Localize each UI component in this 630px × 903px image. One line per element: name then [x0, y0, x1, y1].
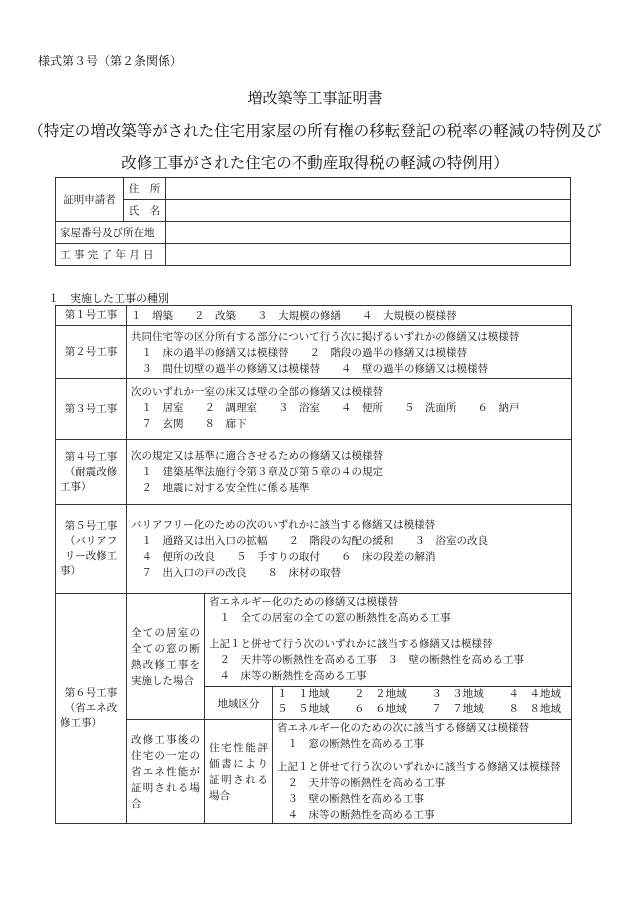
completion-date-label: 工 事 完 了 年 月 日 [56, 244, 166, 266]
type6b-line: ２ 天井等の断熱性を高める工事 [277, 777, 445, 789]
completion-date-field[interactable] [166, 244, 571, 266]
house-location-field[interactable] [166, 222, 571, 244]
region-option: ８ ８地域 [508, 703, 561, 715]
type4-line: ２ 地震に対する安全性に係る基準 [131, 482, 310, 494]
type5-line: １ 通路又は出入口の拡幅 ２ 階段の勾配の緩和 ３ 浴室の改良 [131, 535, 488, 547]
subtitle-line-1: （特定の増改築等がされた住宅用家屋の所有権の移転登記の税率の軽減の特例及び [28, 122, 602, 140]
type2-row [56, 326, 572, 379]
type4-row [56, 440, 572, 505]
type5-line: バリアフリー化のための次のいずれかに該当する修繕又は模様替 [131, 519, 436, 531]
address-label: 住 所 [124, 178, 166, 200]
type6a-line: 上記１と併せて行う次のいずれかに該当する修繕又は模様替 [209, 638, 493, 650]
type6b-line: 省エネルギー化のための次に該当する修繕又は模様替 [277, 722, 529, 734]
form-number: 様式第３号（第２条関係） [38, 54, 183, 68]
region-options [273, 687, 572, 720]
type6b-line: 上記１と併せて行う次のいずれかに該当する修繕又は模様替 [277, 761, 561, 773]
region-option: ３ ３地域 [431, 688, 484, 700]
type6-label-line: 第６号工事 [64, 687, 118, 699]
type6-condition-a: 全ての居室の全ての窓の断熱改修工事を実施した場合 [127, 594, 205, 720]
region-option: ５ ５地域 [277, 703, 330, 715]
type6a-line: ４ 床等の断熱性を高める工事 [209, 670, 367, 682]
type5-label-line: 第５号工事 [64, 520, 118, 532]
type5-line: ４ 便所の改良 ５ 手すりの取付 ６ 床の段差の解消 [131, 551, 436, 563]
type3-label: 第３号工事 [56, 379, 127, 440]
type6a-line: ２ 天井等の断熱性を高める工事 ３ 壁の断熱性を高める工事 [209, 654, 524, 666]
region-option: ４ ４地域 [508, 688, 561, 700]
type4-label-line: 工事） [60, 480, 92, 493]
region-label: 地域区分 [205, 687, 273, 720]
type5-row [56, 505, 572, 594]
subtitle-line-2: 改修工事がされた住宅の不動産取得税の軽減の特例用） [121, 154, 509, 172]
type5-label-line: （バリアフ [64, 535, 118, 547]
type6-label [56, 594, 127, 824]
construction-type-table [55, 305, 572, 824]
type6b-line: ３ 壁の断熱性を高める工事 [277, 793, 424, 805]
type6-row-a [56, 594, 572, 687]
type1-label: 第１号工事 [56, 306, 127, 326]
type2-line: １ 床の過半の修繕又は模様替 ２ 階段の過半の修繕又は模様替 [131, 347, 467, 359]
type3-row [56, 379, 572, 440]
name-field[interactable] [166, 200, 571, 222]
type1-options: １ 増築 ２ 改築 ３ 大規模の修繕 ４ 大規模の模様替 [127, 306, 572, 326]
type2-line: ３ 間仕切壁の過半の修繕又は模様替 ４ 壁の過半の修繕又は模様替 [131, 363, 488, 375]
address-field[interactable] [166, 178, 571, 200]
type4-line: １ 建築基準法施行令第３章及び第５章の４の規定 [131, 466, 383, 478]
type4-label [56, 440, 127, 505]
type6b-line: ４ 床等の断熱性を高める工事 [277, 809, 435, 821]
type2-line: 共同住宅等の区分所有する部分について行う次に掲げるいずれかの修繕又は模様替 [131, 331, 520, 343]
document-title: 増改築等工事証明書 [247, 89, 383, 107]
type6-condition-b-sub: 住宅性能評価書により証明される場合 [205, 720, 273, 824]
type2-label: 第２号工事 [56, 326, 127, 379]
type6-label-line: （省エネ改 [64, 702, 118, 714]
name-label: 氏 名 [124, 200, 166, 222]
region-option: １ １地域 [277, 688, 330, 700]
type1-row [56, 306, 572, 326]
region-option: ２ ２地域 [354, 688, 407, 700]
type5-label-line: リー改修工 [64, 550, 118, 562]
type4-line: 次の規定又は基準に適合させるための修繕又は模様替 [131, 450, 383, 462]
applicant-label: 証明申請者 [56, 178, 124, 222]
type4-label-line: 第４号工事 [64, 450, 118, 463]
type5-label [56, 505, 127, 594]
region-option: ７ ７地域 [431, 703, 484, 715]
type6-row-b [56, 720, 572, 824]
type6a-line: 省エネルギー化のための修繕又は模様替 [209, 596, 398, 608]
type3-line: １ 居室 ２ 調理室 ３ 浴室 ４ 便所 ５ 洗面所 ６ 納戸 [131, 402, 520, 414]
type5-line: ７ 出入口の戸の改良 ８ 床材の取替 [131, 567, 341, 579]
type6a-line: １ 全ての居室の全ての窓の断熱性を高める工事 [209, 612, 451, 624]
type3-line: 次のいずれか一室の床又は壁の全部の修繕又は模様替 [131, 386, 383, 398]
region-option: ６ ６地域 [354, 703, 407, 715]
type6-condition-b: 改修工事後の住宅の一定の省エネ性能が証明される場合 [127, 720, 205, 824]
type5-label-line: 事） [60, 565, 81, 577]
type6b-line: １ 窓の断熱性を高める工事 [277, 738, 424, 750]
house-location-label: 家屋番号及び所在地 [56, 222, 166, 244]
type3-line: ７ 玄関 ８ 廊下 [131, 418, 247, 430]
section-title: １ 実施した工事の種別 [48, 292, 169, 305]
type6-label-line: 修工事） [60, 717, 102, 729]
type4-label-line: （耐震改修 [64, 465, 118, 478]
applicant-table [55, 177, 571, 266]
